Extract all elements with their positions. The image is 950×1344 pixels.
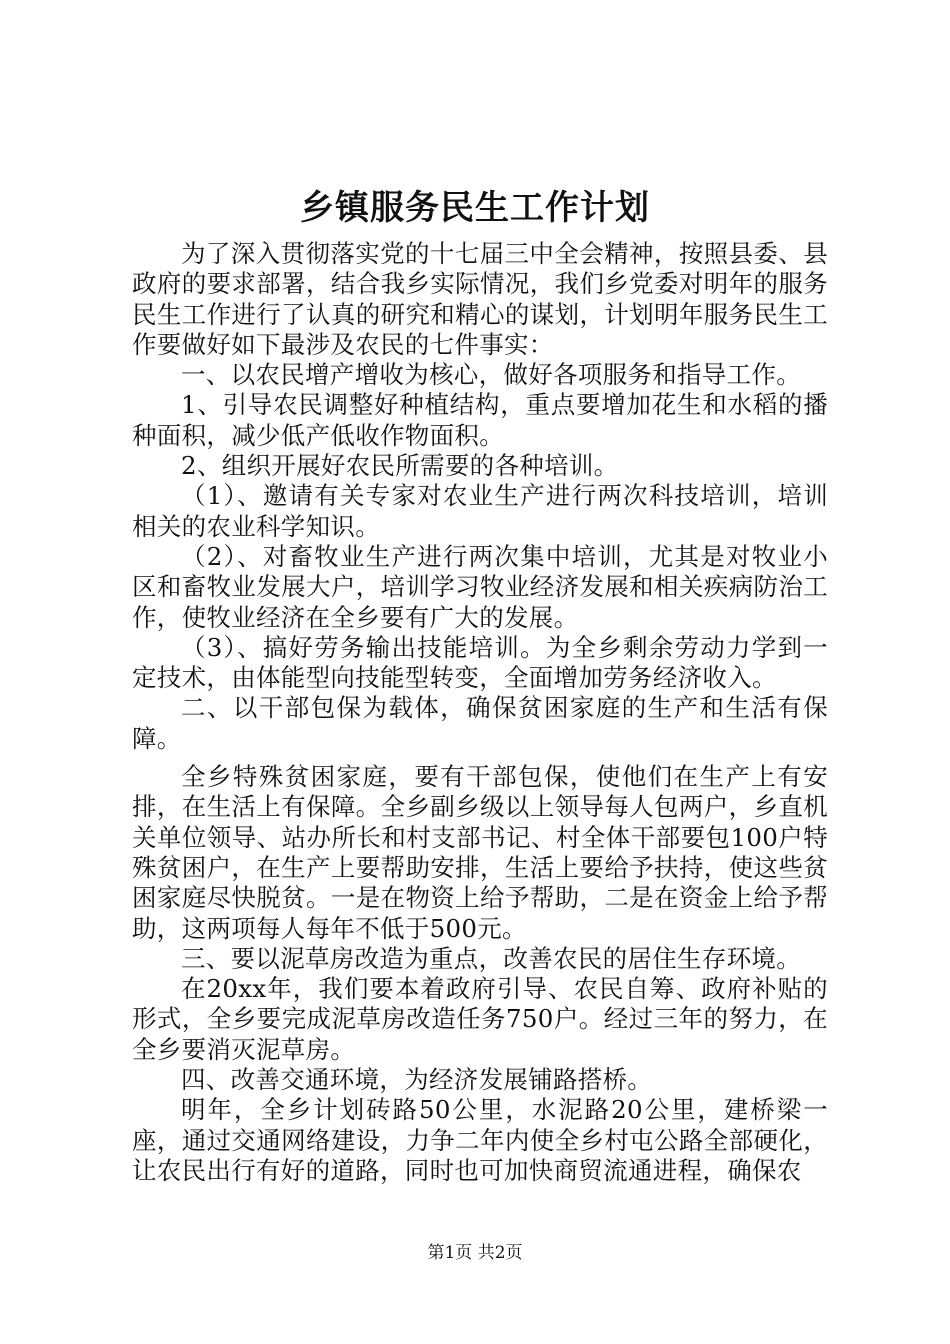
paragraph-item-2: 2、组织开展好农民所需要的各种培训。 bbox=[181, 451, 619, 481]
paragraph-subitem-3: （3）、搞好劳务输出技能培训。为全乡剩余劳动力学到一定技术，由体能型向技能型转变，全面增加劳务经济收入。 bbox=[132, 632, 828, 693]
paragraph-roads: 明年，全乡计划砖路50公里，水泥路20公里，建桥梁一座，通过交通网络建设，力争二年内使全乡村屯公路全部硬化，让农民出行有好的道路，同时也可加快商贸流通进程，确保农 bbox=[132, 1095, 828, 1185]
document-body bbox=[132, 239, 828, 1186]
paragraph-poverty: 全乡特殊贫困家庭，要有干部包保，使他们在生产上有安排，在生活上有保障。全乡副乡级以上领导每人包两户，乡直机关单位领导、站办所长和村支部书记、村全体干部要包100户特殊贫困户，在生产上要帮助安排，生活上要给予扶持，使这些贫困家庭尽快脱贫。一是在物资上给予帮助，二是在资金上给予帮助，这两项每人每年不低于500元。 bbox=[132, 762, 828, 943]
paragraph-heading-2: 二、以干部包保为载体，确保贫困家庭的生产和生活有保障。 bbox=[132, 693, 828, 753]
paragraph-intro: 为了深入贯彻落实党的十七届三中全会精神，按照县委、县政府的要求部署，结合我乡实际情况，我们乡党委对明年的服务民生工作进行了认真的研究和精心的谋划，计划明年服务民生工作要做好如下最涉及农民的七件事实： bbox=[132, 239, 828, 359]
paragraph-subitem-1: （1）、邀请有关专家对农业生产进行两次科技培训，培训相关的农业科学知识。 bbox=[132, 481, 828, 541]
paragraph-subitem-2: （2）、对畜牧业生产进行两次集中培训，尤其是对牧业小区和畜牧业发展大户，培训学习牧业经济发展和相关疾病防治工作，使牧业经济在全乡要有广大的发展。 bbox=[132, 541, 828, 632]
paragraph-housing: 在20xx年，我们要本着政府引导、农民自筹、政府补贴的形式，全乡要完成泥草房改造任务750户。经过三年的努力，在全乡要消灭泥草房。 bbox=[132, 974, 828, 1064]
paragraph-heading-4: 四、改善交通环境，为经济发展铺路搭桥。 bbox=[181, 1065, 653, 1095]
page-footer: 第1页 共2页 bbox=[427, 1243, 523, 1263]
paragraph-heading-1: 一、以农民增产增收为核心，做好各项服务和指导工作。 bbox=[181, 360, 801, 390]
paragraph-heading-3: 三、要以泥草房改造为重点，改善农民的居住生存环境。 bbox=[181, 943, 801, 973]
document-title: 乡镇服务民生工作计划 bbox=[300, 188, 650, 228]
paragraph-item-1: 1、引导农民调整好种植结构，重点要增加花生和水稻的播种面积，减少低产低收作物面积。 bbox=[132, 390, 828, 450]
